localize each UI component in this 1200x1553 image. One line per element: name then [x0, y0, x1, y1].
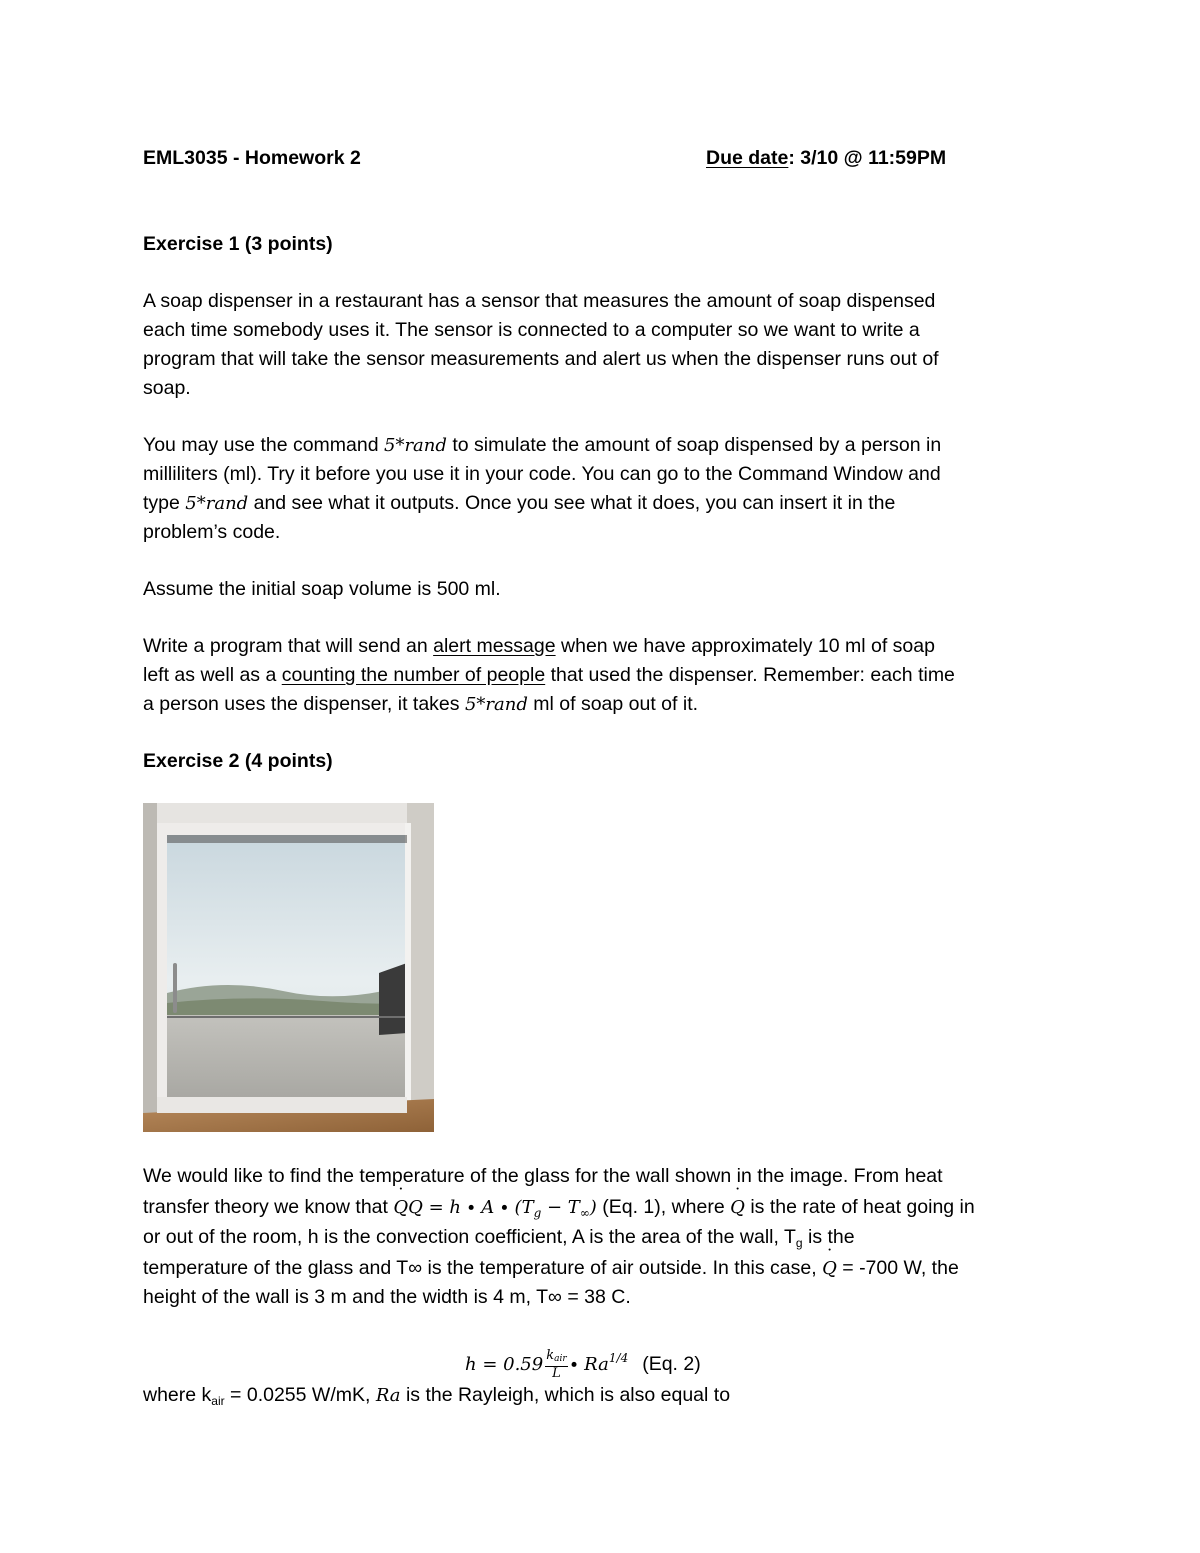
q-dot-symbol: ˙ Q	[822, 1256, 837, 1282]
cmd-5rand: 5*rand	[464, 694, 528, 715]
cmd-5rand: 5*rand	[185, 493, 249, 514]
alert-message-emphasis: alert message	[433, 635, 556, 657]
exercise2-p2: where $k_{air} = 0.0255$ W/mK, Ra is the Rayleigh, which is also equal to	[143, 1384, 731, 1408]
exercise1-p1-line3: program that will take the sensor measurements and alert us when the dispenser runs out of	[143, 348, 939, 370]
exercise1-p4-line2: left as well as a counting the number of people that used the dispenser. Remember: each time	[143, 664, 955, 686]
ra-symbol: Ra	[375, 1385, 401, 1406]
exercise2-p1-line3: or out of the room, h is the convection coefficient, A is the area of the wall, $T_g$ is the	[143, 1226, 855, 1250]
exercise2-p1-line4: temperature of the glass and T∞ is the temperature of air outside. In this case, ˙ Q = -700 W, the	[143, 1255, 959, 1282]
exercise1-p4-line1: Write a program that will send an alert message when we have approximately 10 ml of soap	[143, 635, 935, 657]
exercise1-p1-line1: A soap dispenser in a restaurant has a sensor that measures the amount of soap dispensed	[143, 290, 936, 312]
exercise1-p2-line3: type 5*rand and see what it outputs. Once you see what it does, you can insert it in the	[143, 492, 896, 514]
exercise1-p1-line2: each time somebody uses it. The sensor is connected to a computer so we want to write a	[143, 319, 920, 341]
equation-1: ˙ QQ = $h \cdot A \cdot (T_g - T_\infty)$	[393, 1197, 596, 1218]
exercise1-p2-line4: problem’s code.	[143, 521, 281, 543]
exercise2-p1-line5: height of the wall is 3 m and the width is 4 m, T∞ = 38 C.	[143, 1286, 631, 1308]
exercise1-p3: Assume the initial soap volume is 500 ml.	[143, 578, 501, 600]
homework-title: EML3035 - Homework 2	[143, 147, 361, 169]
equation-2: h = 0.59 $\frac{k_{air}}{L}$ ∙ $Ra^{1/4}$ (Eq. 2)	[465, 1347, 701, 1381]
due-date-label: Due date	[706, 147, 789, 169]
exercise1-p2-line1: You may use the command 5*rand to simulate the amount of soap dispensed by a person in	[143, 434, 942, 456]
due-date-value: : 3/10 @ 11:59PM	[788, 147, 947, 169]
exercise1-p1-line4: soap.	[143, 377, 191, 399]
exercise1-p2-line2: milliliters (ml). Try it before you use it in your code. You can go to the Command Window and	[143, 463, 941, 485]
exercise2-p1-line2: transfer theory we know that ˙ QQ = $h \cdot A \cdot (T_g - T_\infty)$ (Eq. 1), where ˙ Q is the rate of heat going in	[143, 1194, 975, 1226]
window-photo	[143, 803, 434, 1132]
q-dot-symbol: ˙ Q	[730, 1195, 745, 1221]
fraction-kair-over-L: $\frac{k_{air}}{L}$	[546, 1347, 567, 1381]
exercise2-heading: Exercise 2 (4 points)	[143, 750, 333, 772]
exercise2-p1-line1: We would like to find the temperature of the glass for the wall shown in the image. From heat	[143, 1165, 943, 1187]
due-date	[706, 145, 946, 171]
cmd-5rand: 5*rand	[384, 435, 447, 456]
exercise1-p4-line3: a person uses the dispenser, it takes 5*rand ml of soap out of it.	[143, 693, 699, 715]
counting-people-emphasis: counting the number of people	[281, 664, 546, 686]
exercise1-heading: Exercise 1 (3 points)	[143, 233, 333, 255]
